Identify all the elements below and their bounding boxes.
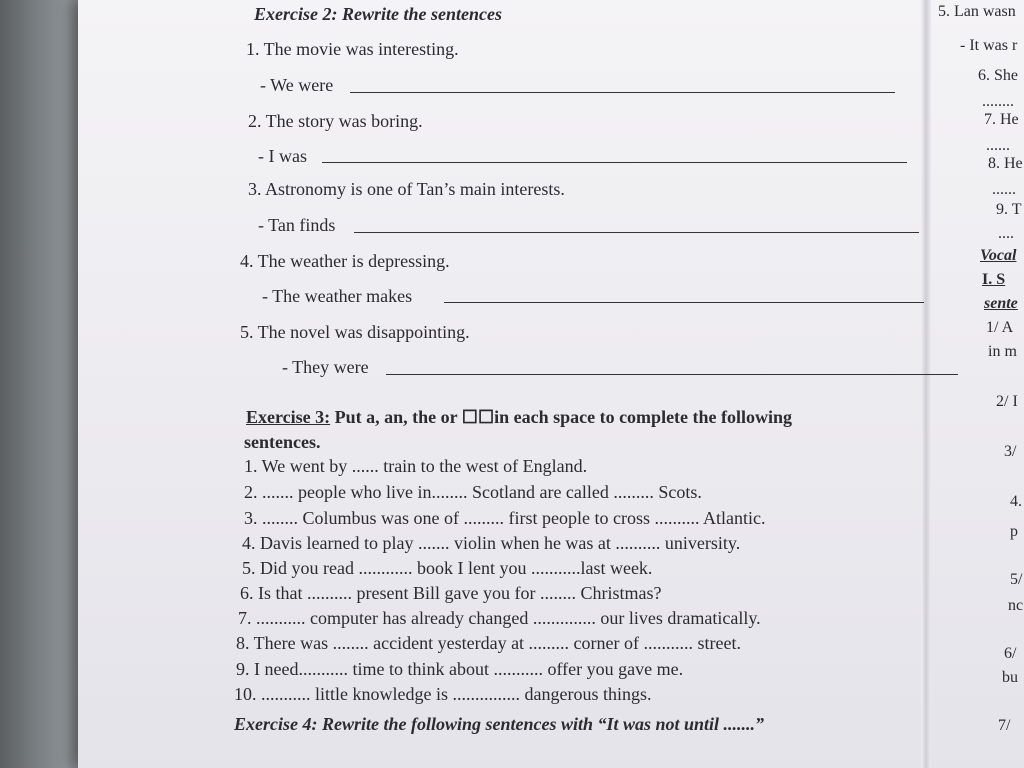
- exercise-3-label: Exercise 3:: [246, 407, 331, 427]
- right-col-text-8: ......: [992, 181, 1016, 198]
- ex3-item-2: 2. ....... people who live in........ Scotland are called ......... Scots.: [244, 482, 702, 502]
- page-fold: [921, 0, 931, 768]
- right-col-text-4: ........: [982, 93, 1014, 110]
- ex3-item-6: 6. Is that .......... present Bill gave you for ........ Christmas?: [240, 583, 662, 603]
- ex3-item-4: 4. Davis learned to play ....... violin when he was at .......... university.: [242, 533, 741, 553]
- right-col-text-18: 4.: [1010, 493, 1022, 510]
- right-col-text-1: 5. Lan wasn: [938, 3, 1016, 20]
- exercise-3-instruction-cont: sentences.: [244, 432, 321, 452]
- ex2-answer-line-3[interactable]: [354, 232, 919, 233]
- ex3-item-7: 7. ........... computer has already changed .............. our lives dramatically.: [238, 608, 761, 628]
- ex3-item-1: 1. We went by ...... train to the west of England.: [244, 456, 588, 476]
- ex3-item-8: 8. There was ........ accident yesterday at ......... corner of ........... street.: [236, 633, 741, 653]
- ex2-prompt-4: - The weather makes: [262, 286, 413, 306]
- ex2-prompt-2: - I was: [258, 146, 307, 166]
- right-col-text-23: bu: [1002, 669, 1018, 686]
- ex2-sentence-3: 3. Astronomy is one of Tan’s main interests.: [248, 179, 565, 199]
- right-col-text-16: 2/ I: [996, 393, 1018, 410]
- right-col-text-9: 9. T: [996, 201, 1022, 218]
- right-col-text-5: 7. He: [984, 111, 1019, 128]
- ex2-answer-line-5[interactable]: [386, 374, 958, 375]
- ex2-prompt-5: - They were: [282, 357, 369, 377]
- ex2-sentence-5: 5. The novel was disappointing.: [240, 322, 470, 342]
- ex3-item-10: 10. ........... little knowledge is ............... dangerous things.: [234, 684, 652, 704]
- right-col-text-19: p: [1010, 523, 1018, 540]
- exercise-2-title: Exercise 2: Rewrite the sentences: [254, 4, 502, 24]
- right-col-text-3: 6. She: [978, 67, 1018, 84]
- ex2-sentence-2: 2. The story was boring.: [248, 111, 423, 131]
- right-col-text-6: ......: [986, 137, 1010, 154]
- right-col-text-11: Vocal: [980, 247, 1017, 264]
- right-col-text-17: 3/: [1004, 443, 1017, 460]
- ex2-prompt-1: - We were: [260, 75, 334, 95]
- exercise-3-instruction: Put a, an, the or ☐☐in each space to complete the following: [334, 407, 793, 427]
- ex3-item-9: 9. I need........... time to think about ........... offer you gave me.: [236, 659, 684, 679]
- ex2-answer-line-2[interactable]: [322, 162, 907, 163]
- ex3-item-5: 5. Did you read ............ book I lent you ...........last week.: [242, 558, 653, 578]
- right-col-text-13: sente: [984, 295, 1018, 312]
- right-col-text-21: nc: [1008, 597, 1024, 614]
- right-col-text-22: 6/: [1004, 645, 1017, 662]
- exercise-3-heading: [246, 406, 792, 428]
- right-col-text-7: 8. He: [988, 155, 1023, 172]
- right-col-text-20: 5/: [1010, 571, 1023, 588]
- ex2-sentence-1: 1. The movie was interesting.: [246, 39, 459, 59]
- exercise-4-title: Exercise 4: Rewrite the following sentences with “It was not until .......”: [234, 714, 765, 734]
- ex2-answer-line-4[interactable]: [444, 302, 924, 303]
- right-col-text-15: in m: [988, 343, 1017, 360]
- right-col-text-24: 7/: [998, 717, 1011, 734]
- right-col-text-10: ....: [998, 225, 1014, 242]
- ex2-prompt-3: - Tan finds: [258, 215, 336, 235]
- ex2-answer-line-1[interactable]: [350, 92, 895, 93]
- right-col-text-14: 1/ A: [986, 319, 1014, 336]
- right-col-text-12: I. S: [982, 271, 1006, 288]
- ex3-item-3: 3. ........ Columbus was one of ......... first people to cross .......... Atlantic.: [244, 508, 766, 528]
- right-col-text-2: - It was r: [960, 37, 1018, 54]
- ex2-sentence-4: 4. The weather is depressing.: [240, 251, 450, 271]
